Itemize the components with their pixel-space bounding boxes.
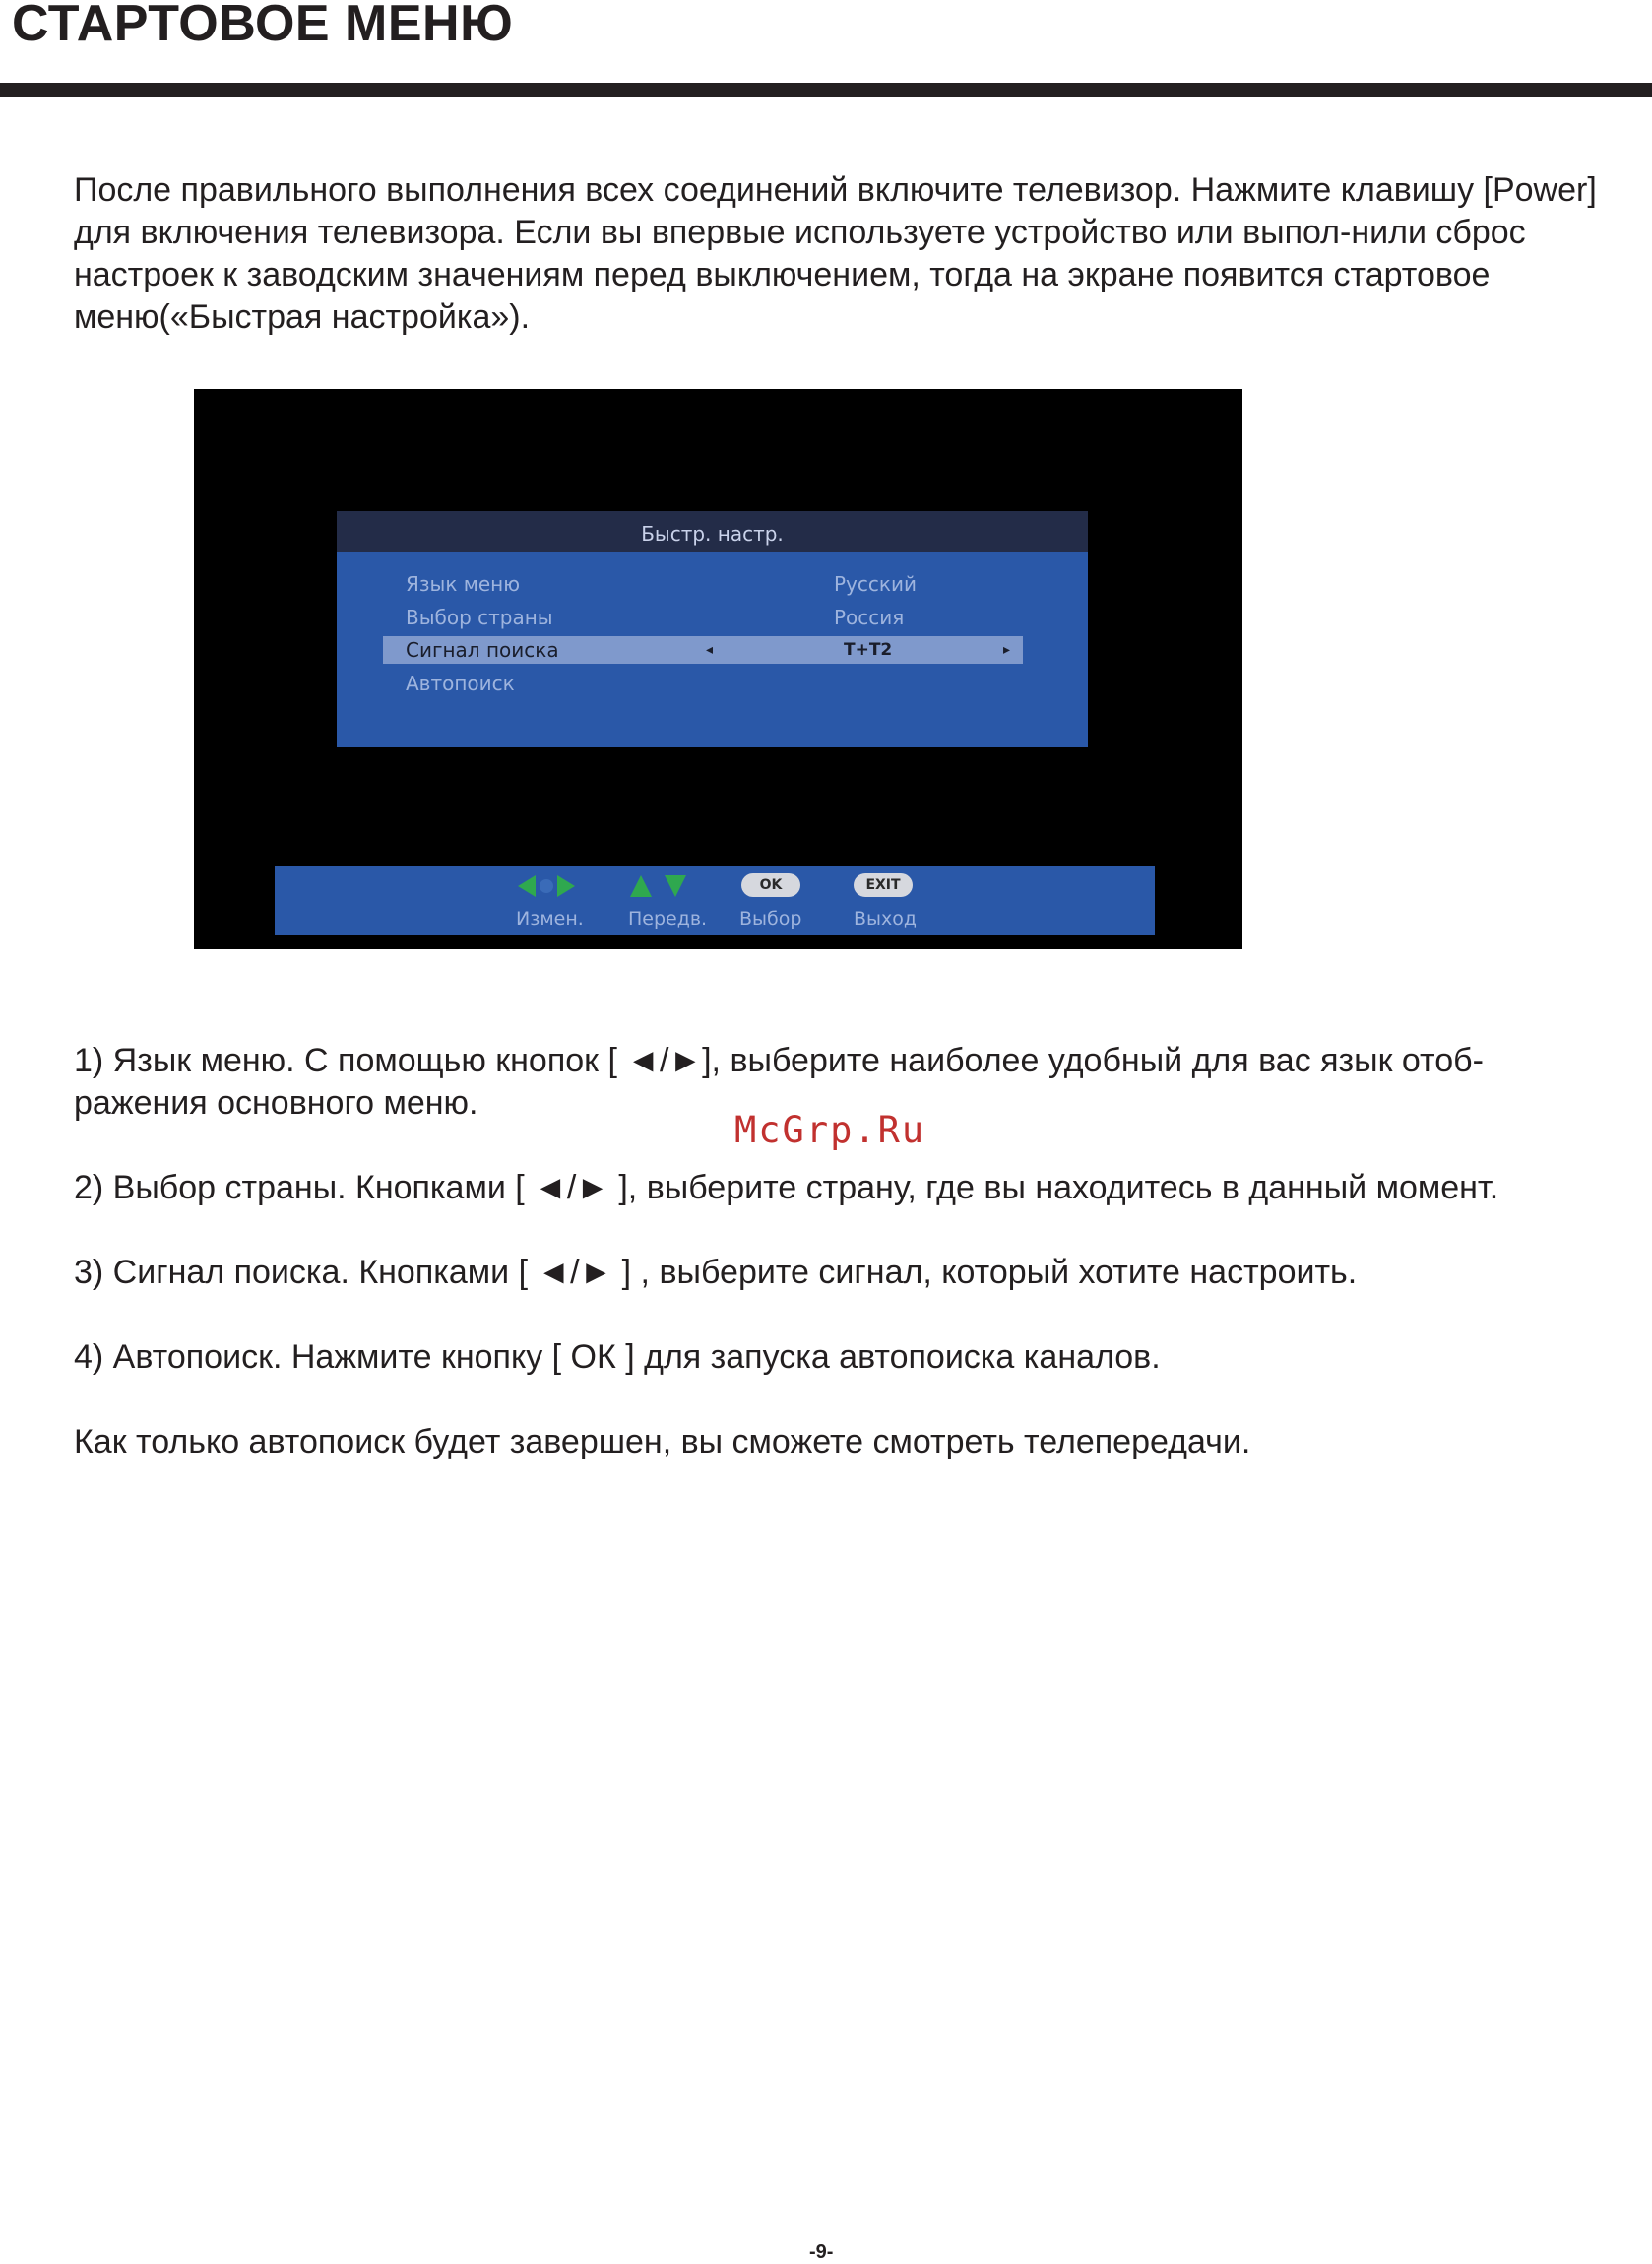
- page-title: СТАРТОВОЕ МЕНЮ: [12, 0, 514, 52]
- menu-row-label: Автопоиск: [406, 672, 515, 695]
- up-down-arrows-icon: [628, 873, 689, 899]
- help-label: Выход: [854, 908, 918, 930]
- tv-screenshot: [194, 389, 1242, 949]
- help-label: Передв.: [628, 908, 708, 930]
- ok-key-icon: OK: [741, 873, 800, 897]
- intro-paragraph: После правильного выполнения всех соединений включите телевизор. Нажмите клавишу [Power] для включения телевизора. Если вы впервые используете устройство или выпол-нили сброс настроек к заводским значениям перед выключением, тогда на экране появится стартовое меню(«Быстрая настройка»).: [74, 171, 1597, 336]
- step-item: 2) Выбор страны. Кнопками [ ◄/► ], выберите страну, где вы находитесь в данный момент.: [74, 1169, 1499, 1206]
- menu-row-value: T+T2: [844, 640, 893, 660]
- help-bar: [275, 866, 1155, 935]
- page-number: -9-: [809, 2241, 834, 2263]
- menu-row-value: Россия: [834, 606, 905, 629]
- help-label: Измен.: [516, 908, 584, 930]
- menu-row-label: Язык меню: [406, 572, 521, 596]
- menu-row-language[interactable]: [383, 570, 1023, 598]
- arrow-left-icon[interactable]: ◂: [706, 642, 714, 658]
- menu-row-search-signal[interactable]: [383, 636, 1023, 664]
- menu-row-label: Выбор страны: [406, 606, 553, 629]
- menu-row-label: Сигнал поиска: [406, 638, 559, 662]
- arrow-right-icon[interactable]: ▸: [1003, 642, 1011, 658]
- menu-row-country[interactable]: [383, 604, 1023, 631]
- menu-header: Быстр. настр.: [337, 511, 1088, 552]
- title-rule: [0, 83, 1652, 97]
- watermark: McGrp.Ru: [734, 1109, 926, 1151]
- step-item: Как только автопоиск будет завершен, вы сможете смотреть телепередачи.: [74, 1423, 1251, 1460]
- exit-key-icon: EXIT: [854, 873, 913, 897]
- step-item: 4) Автопоиск. Нажмите кнопку [ ОК ] для запуска автопоиска каналов.: [74, 1338, 1161, 1376]
- left-right-arrows-icon: [516, 873, 577, 899]
- menu-row-value: Русский: [834, 572, 917, 596]
- help-label: Выбор: [739, 908, 802, 930]
- menu-row-autosearch[interactable]: [383, 670, 1023, 697]
- step-item: 1) Язык меню. С помощью кнопок [ ◄/►], выберите наиболее удобный для вас язык отоб-ражения основного меню.: [74, 1042, 1484, 1122]
- step-item: 3) Сигнал поиска. Кнопками [ ◄/► ] , выберите сигнал, который хотите настроить.: [74, 1254, 1358, 1291]
- quick-setup-menu: [337, 511, 1088, 747]
